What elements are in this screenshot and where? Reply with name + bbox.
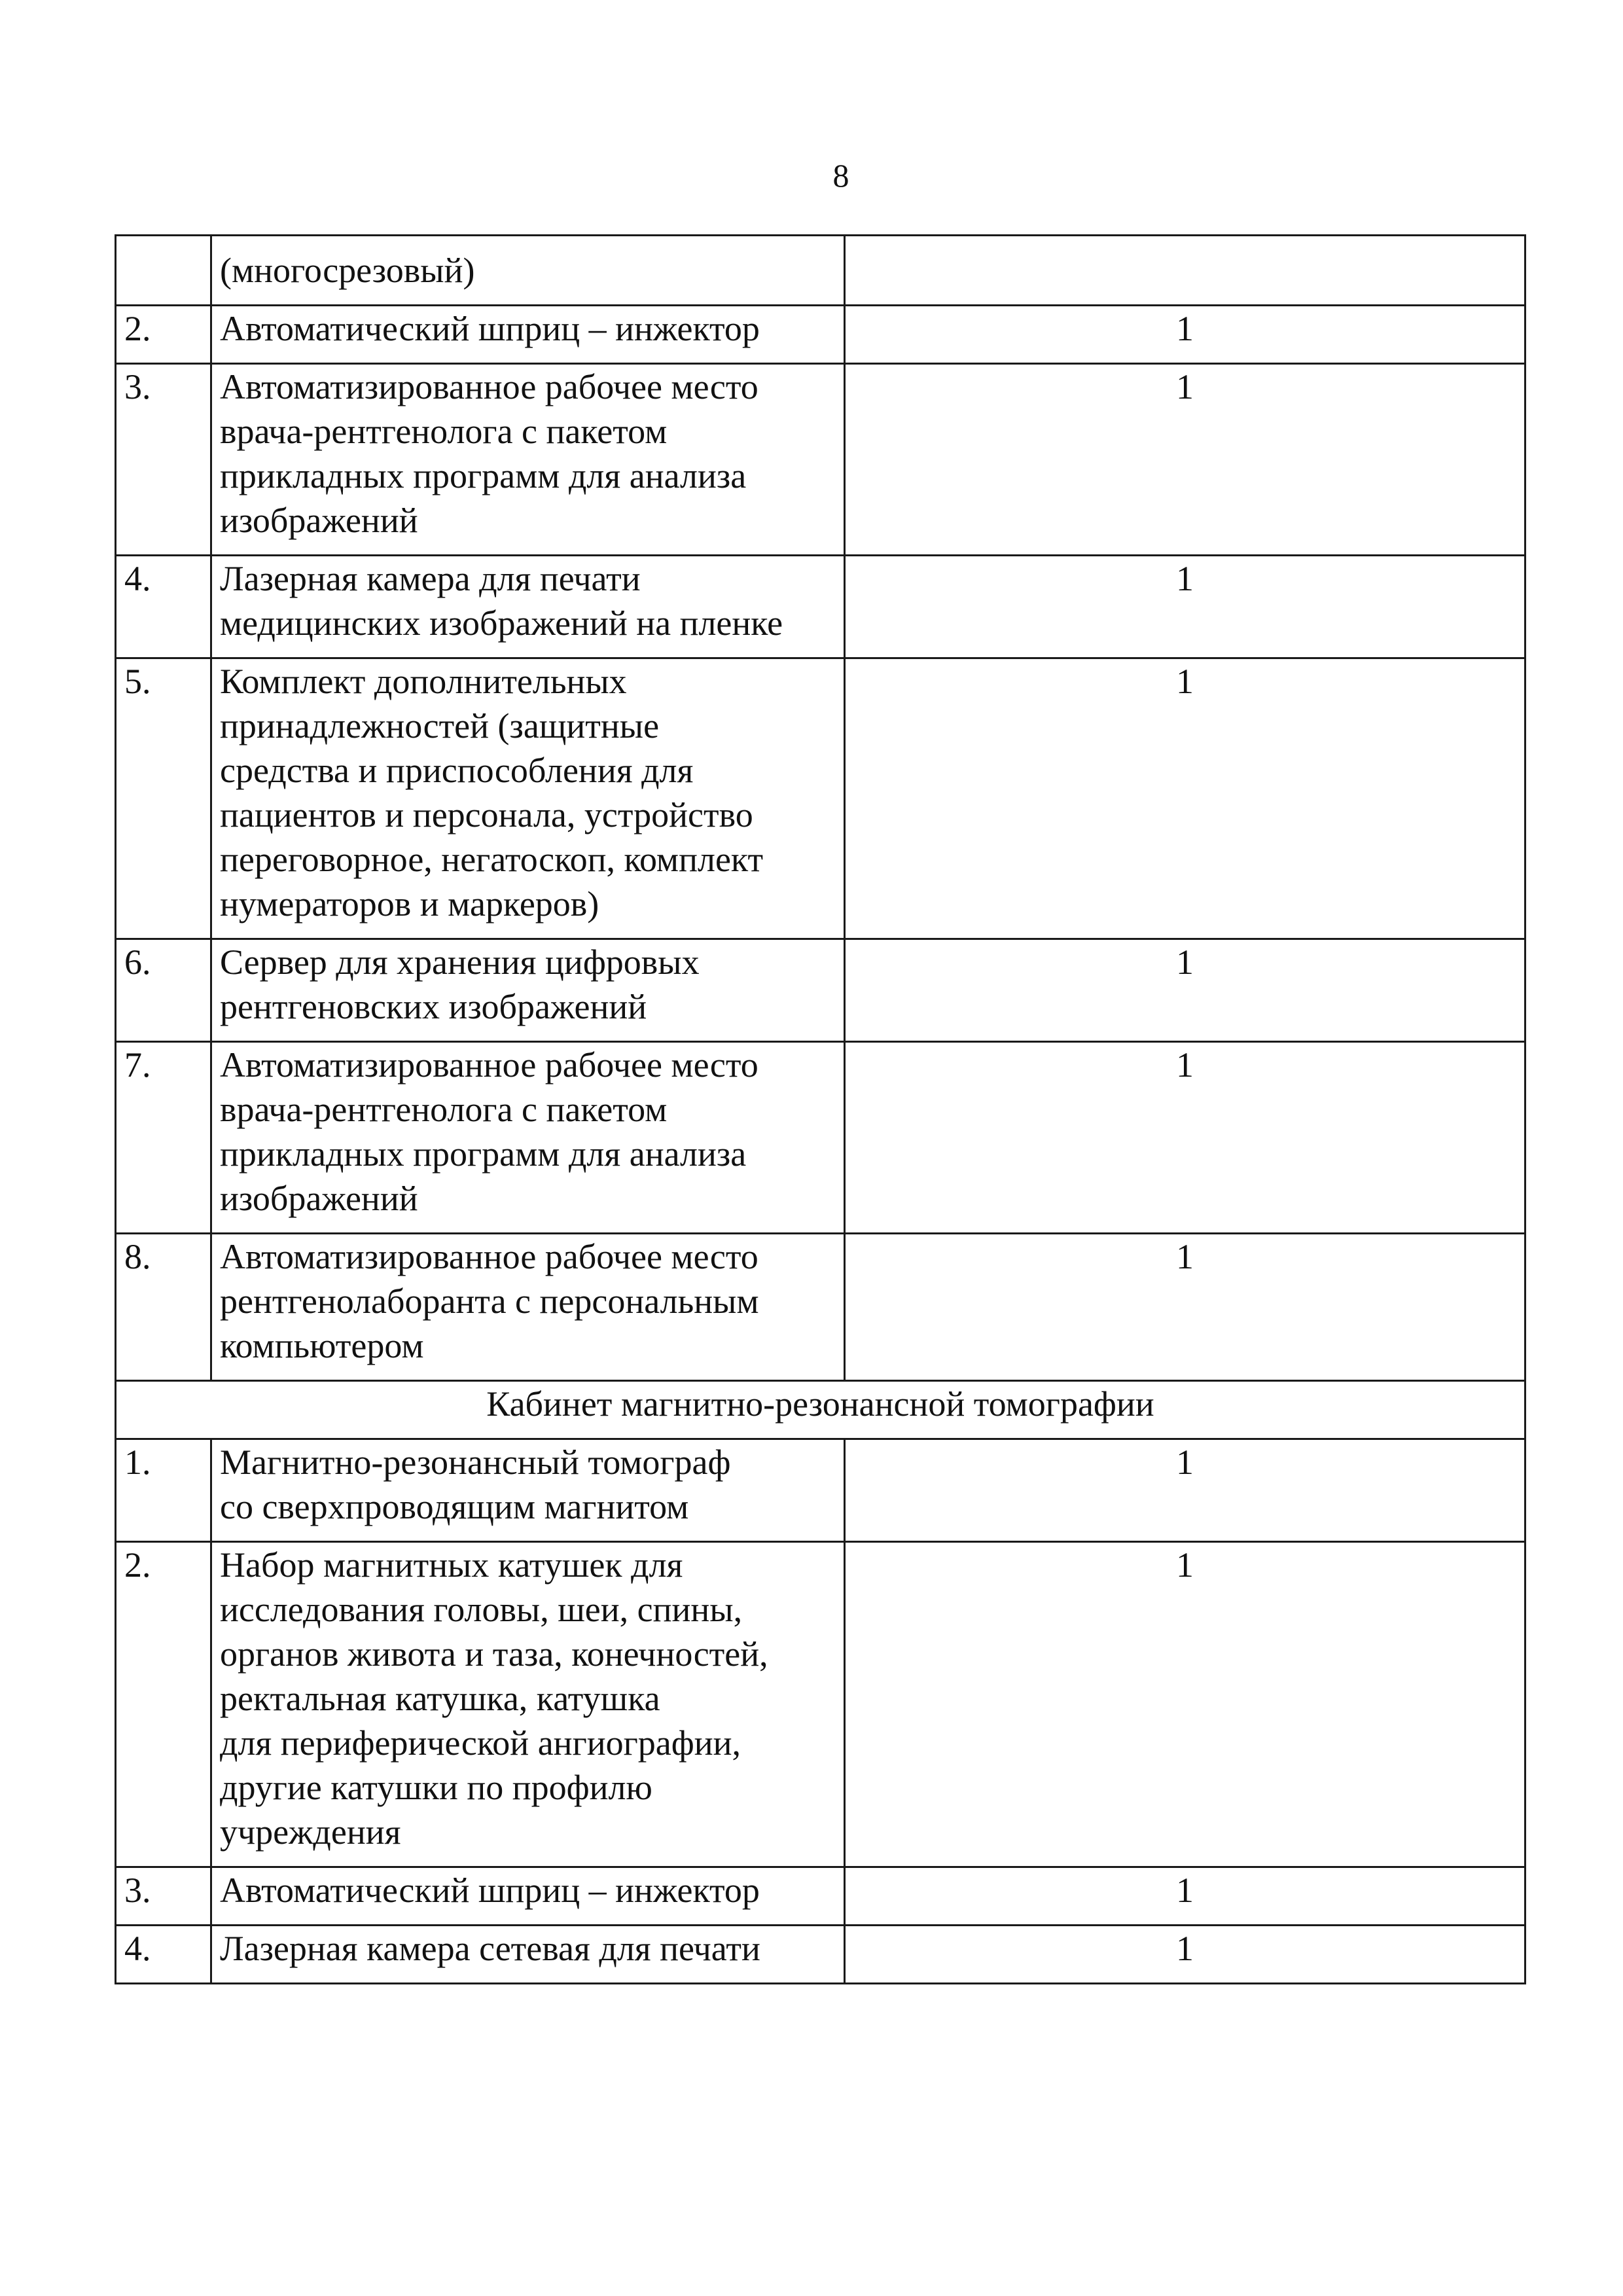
row-number: 1. xyxy=(116,1439,211,1542)
equipment-name: Комплект дополнительных принадлежностей (защитные средства и приспособления для пациентов и персонала, устройство переговорное, негатоскоп, комплект нумераторов и маркеров) xyxy=(211,658,845,939)
equipment-quantity: 1 xyxy=(845,1542,1525,1867)
equipment-quantity: 1 xyxy=(845,939,1525,1042)
equipment-quantity: 1 xyxy=(845,1234,1525,1381)
table-row xyxy=(116,1042,1525,1234)
equipment-name: Набор магнитных катушек для исследования головы, шеи, спины, органов живота и таза, конечностей, ректальная катушка, катушка для периферической ангиографии, другие катушки по профилю учреждения xyxy=(211,1542,845,1867)
row-number: 7. xyxy=(116,1042,211,1234)
equipment-quantity: 1 xyxy=(845,658,1525,939)
table-row xyxy=(116,364,1525,556)
table-row xyxy=(116,1542,1525,1867)
equipment-quantity xyxy=(845,236,1525,306)
equipment-name: Сервер для хранения цифровых рентгеновских изображений xyxy=(211,939,845,1042)
equipment-name: Лазерная камера для печати медицинских изображений на пленке xyxy=(211,556,845,658)
row-number: 6. xyxy=(116,939,211,1042)
table-row xyxy=(116,306,1525,364)
row-number: 3. xyxy=(116,1867,211,1926)
equipment-quantity: 1 xyxy=(845,1867,1525,1926)
table-row xyxy=(116,1234,1525,1381)
equipment-quantity: 1 xyxy=(845,364,1525,556)
row-number xyxy=(116,236,211,306)
equipment-name: Автоматический шприц – инжектор xyxy=(211,306,845,364)
row-number: 2. xyxy=(116,1542,211,1867)
table-row xyxy=(116,939,1525,1042)
table-row xyxy=(116,1439,1525,1542)
row-number: 5. xyxy=(116,658,211,939)
section-header-row xyxy=(116,1381,1525,1439)
equipment-quantity: 1 xyxy=(845,306,1525,364)
table-row xyxy=(116,556,1525,658)
row-number: 8. xyxy=(116,1234,211,1381)
table-row xyxy=(116,1926,1525,1984)
equipment-name: Автоматизированное рабочее место рентгенолаборанта с персональным компьютером xyxy=(211,1234,845,1381)
equipment-table xyxy=(115,234,1526,1984)
table-row xyxy=(116,658,1525,939)
equipment-name: Лазерная камера сетевая для печати xyxy=(211,1926,845,1984)
row-number: 4. xyxy=(116,556,211,658)
equipment-quantity: 1 xyxy=(845,1926,1525,1984)
equipment-name: Автоматический шприц – инжектор xyxy=(211,1867,845,1926)
row-number: 3. xyxy=(116,364,211,556)
table-row xyxy=(116,236,1525,306)
equipment-name: Автоматизированное рабочее место врача-рентгенолога с пакетом прикладных программ для анализа изображений xyxy=(211,364,845,556)
row-number: 2. xyxy=(116,306,211,364)
row-number: 4. xyxy=(116,1926,211,1984)
equipment-quantity: 1 xyxy=(845,556,1525,658)
table-row xyxy=(116,1867,1525,1926)
equipment-name: (многосрезовый) xyxy=(211,236,845,306)
equipment-name: Магнитно-резонансный томограф со сверхпроводящим магнитом xyxy=(211,1439,845,1542)
equipment-name: Автоматизированное рабочее место врача-рентгенолога с пакетом прикладных программ для анализа изображений xyxy=(211,1042,845,1234)
section-title: Кабинет магнитно-резонансной томографии xyxy=(116,1381,1525,1439)
equipment-quantity: 1 xyxy=(845,1439,1525,1542)
equipment-quantity: 1 xyxy=(845,1042,1525,1234)
page-number: 8 xyxy=(832,157,849,194)
